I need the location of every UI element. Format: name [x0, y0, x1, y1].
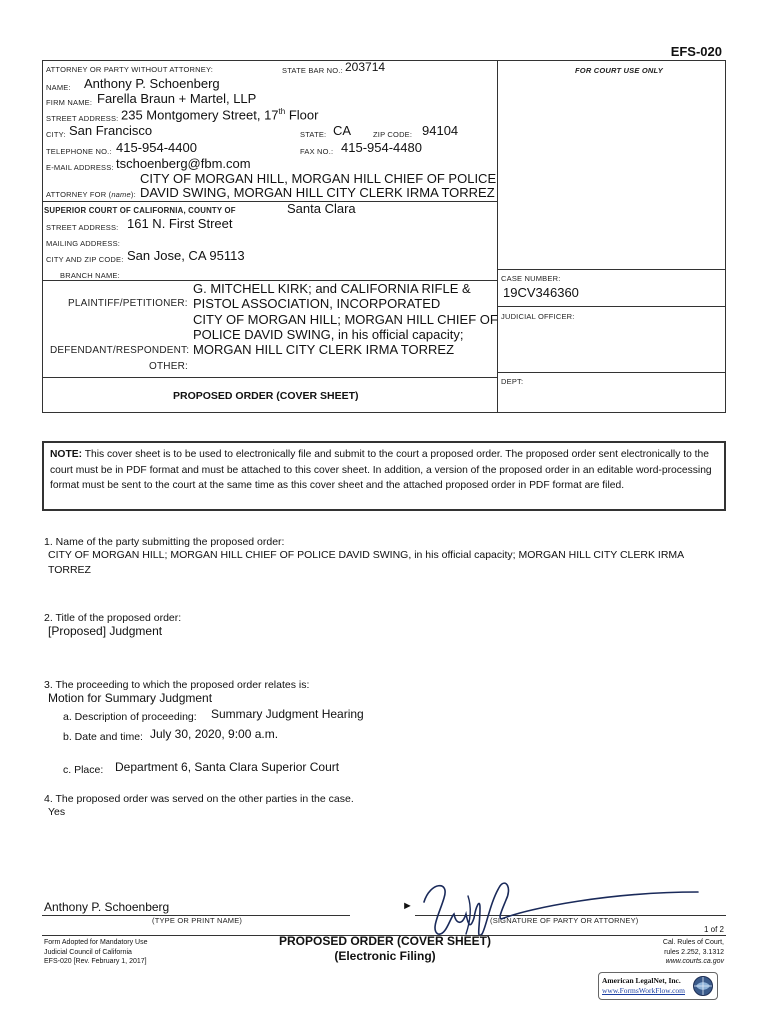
legalnet-link[interactable]: www.FormsWorkFlow.com: [602, 986, 686, 995]
phone-label: TELEPHONE NO.:: [46, 147, 112, 156]
county-field[interactable]: Santa Clara: [287, 201, 356, 216]
attorney-for-line1[interactable]: CITY OF MORGAN HILL, MORGAN HILL CHIEF OF POLICE: [140, 171, 497, 186]
case-number-field[interactable]: 19CV346360: [503, 285, 579, 300]
document-title: PROPOSED ORDER (COVER SHEET): [173, 390, 359, 402]
email-label: E-MAIL ADDRESS:: [46, 163, 114, 172]
other-label: OTHER:: [149, 361, 188, 372]
attorney-label: ATTORNEY OR PARTY WITHOUT ATTORNEY:: [46, 65, 214, 74]
signature-label: (SIGNATURE OF PARTY OR ATTORNEY): [490, 916, 639, 925]
rules-line2: rules 2.252, 3.1312: [664, 948, 724, 956]
legalnet-globe-icon: [692, 975, 714, 997]
note-text: [50, 447, 720, 494]
rules-line1: Cal. Rules of Court,: [662, 939, 724, 946]
firm-field[interactable]: Farella Braun + Martel, LLP: [97, 91, 257, 106]
item3a-value[interactable]: Summary Judgment Hearing: [211, 707, 364, 721]
name-label: NAME:: [46, 83, 71, 92]
phone-field[interactable]: 415-954-4400: [116, 140, 197, 155]
item3c-label: c. Place:: [63, 764, 104, 776]
adopted-line3: EFS-020 [Rev. February 1, 2017]: [44, 958, 147, 965]
name-field[interactable]: Anthony P. Schoenberg: [84, 76, 220, 91]
court-label: SUPERIOR COURT OF CALIFORNIA, COUNTY OF: [44, 206, 236, 215]
item3-label: 3. The proceeding to which the proposed order relates is:: [44, 679, 310, 691]
attorney-court-divider: [42, 201, 497, 202]
adopted-block: [44, 938, 148, 967]
court-use-divider: [497, 269, 726, 270]
attorney-for-label: ATTORNEY FOR (name):: [46, 190, 136, 199]
rules-line3[interactable]: www.courts.ca.gov: [665, 958, 724, 965]
item1-value[interactable]: CITY OF MORGAN HILL; MORGAN HILL CHIEF OF POLICE DAVID SWING, in his official capacity; MORGAN HILL CITY CLERK IRMA TORREZ: [48, 549, 684, 576]
type-name-label: (TYPE OR PRINT NAME): [152, 916, 243, 925]
adopted-line2: Judicial Council of California: [44, 948, 132, 956]
item4-value[interactable]: Yes: [48, 806, 66, 818]
court-street-field[interactable]: 161 N. First Street: [127, 216, 233, 231]
court-use-label: FOR COURT USE ONLY: [575, 66, 663, 75]
item1-label: 1. Name of the party submitting the proposed order:: [44, 536, 285, 548]
cityzip-label: CITY AND ZIP CODE:: [46, 255, 124, 264]
street-main: 235 Montgomery Street, 17: [121, 107, 279, 123]
note-bold: NOTE:: [50, 449, 83, 460]
state-bar-label: STATE BAR NO.:: [282, 66, 343, 75]
state-field[interactable]: CA: [333, 123, 352, 138]
item4-label: 4. The proposed order was served on the other parties in the case.: [44, 793, 354, 805]
page-number: 1 of 2: [703, 925, 724, 934]
plaintiff-line2[interactable]: PISTOL ASSOCIATION, INCORPORATED: [193, 296, 441, 311]
city-field[interactable]: San Francisco: [69, 123, 153, 138]
legalnet-line1: American LegalNet, Inc.: [602, 976, 681, 985]
defendant-line1[interactable]: CITY OF MORGAN HILL; MORGAN HILL CHIEF OF: [193, 312, 498, 327]
mailing-label: MAILING ADDRESS:: [46, 239, 121, 248]
item3b-label: b. Date and time:: [63, 731, 143, 743]
zip-field[interactable]: 94104: [422, 123, 459, 138]
adopted-line1: Form Adopted for Mandatory Use: [44, 939, 148, 946]
dept-label: DEPT:: [501, 377, 524, 386]
plaintiff-line1[interactable]: G. MITCHELL KIRK; and CALIFORNIA RIFLE &: [193, 281, 471, 296]
item2-value[interactable]: [Proposed] Judgment: [48, 624, 163, 638]
footer-title-line1: PROPOSED ORDER (COVER SHEET): [278, 934, 492, 948]
item3a-label: a. Description of proceeding:: [63, 711, 197, 723]
cityzip-field[interactable]: San Jose, CA 95113: [127, 248, 245, 263]
item2-label: 2. Title of the proposed order:: [44, 612, 182, 624]
email-field[interactable]: tschoenberg@fbm.com: [116, 156, 251, 171]
fax-label: FAX NO.:: [300, 147, 334, 156]
fax-field[interactable]: 415-954-4480: [341, 140, 422, 155]
header-divider: [497, 60, 498, 413]
state-bar-value[interactable]: 203714: [345, 60, 386, 74]
item3b-value[interactable]: July 30, 2020, 9:00 a.m.: [150, 727, 279, 741]
arrow-marker: ►: [402, 900, 413, 912]
court-street-label: STREET ADDRESS:: [46, 223, 119, 232]
officer-divider: [497, 372, 726, 373]
item3-value[interactable]: Motion for Summary Judgment: [48, 691, 213, 705]
printed-name-field[interactable]: Anthony P. Schoenberg: [44, 900, 170, 914]
note-body: This cover sheet is to be used to electronically file and submit to the court a proposed order. The proposed order sent electronically to the court must be in PDF format and must be attached to this cover sheet. In addition, a version of the proposed order in an editable word-processing format must be sent to the court at the same time as this cover sheet and the attached proposed order in PDF format are filed.: [50, 449, 712, 491]
defendant-label: DEFENDANT/RESPONDENT:: [50, 345, 190, 356]
rules-block: [663, 938, 724, 967]
street-sup: th: [278, 107, 286, 116]
city-label: CITY:: [46, 130, 66, 139]
street-field[interactable]: [121, 107, 318, 122]
parties-title-divider: [42, 377, 497, 378]
form-id: EFS-020: [670, 44, 722, 59]
attorney-for-line2[interactable]: DAVID SWING, MORGAN HILL CITY CLERK IRMA TORREZ: [140, 185, 495, 200]
state-label: STATE:: [300, 130, 327, 139]
footer-title-line2: (Electronic Filing): [334, 949, 436, 963]
defendant-line3[interactable]: MORGAN HILL CITY CLERK IRMA TORREZ: [193, 342, 455, 357]
item3c-value[interactable]: Department 6, Santa Clara Superior Court: [115, 760, 340, 774]
firm-label: FIRM NAME:: [46, 98, 93, 107]
zip-label: ZIP CODE:: [373, 130, 413, 139]
street-end: Floor: [285, 107, 319, 123]
case-number-label: CASE NUMBER:: [501, 274, 561, 283]
footer-title-block: [230, 934, 540, 964]
street-label: STREET ADDRESS:: [46, 114, 119, 123]
case-number-divider: [497, 306, 726, 307]
branch-label: BRANCH NAME:: [60, 271, 120, 280]
plaintiff-label: PLAINTIFF/PETITIONER:: [68, 298, 188, 309]
defendant-line2[interactable]: POLICE DAVID SWING, in his official capacity;: [193, 327, 464, 342]
legalnet-text: [602, 976, 685, 996]
judicial-officer-label: JUDICIAL OFFICER:: [501, 312, 575, 321]
